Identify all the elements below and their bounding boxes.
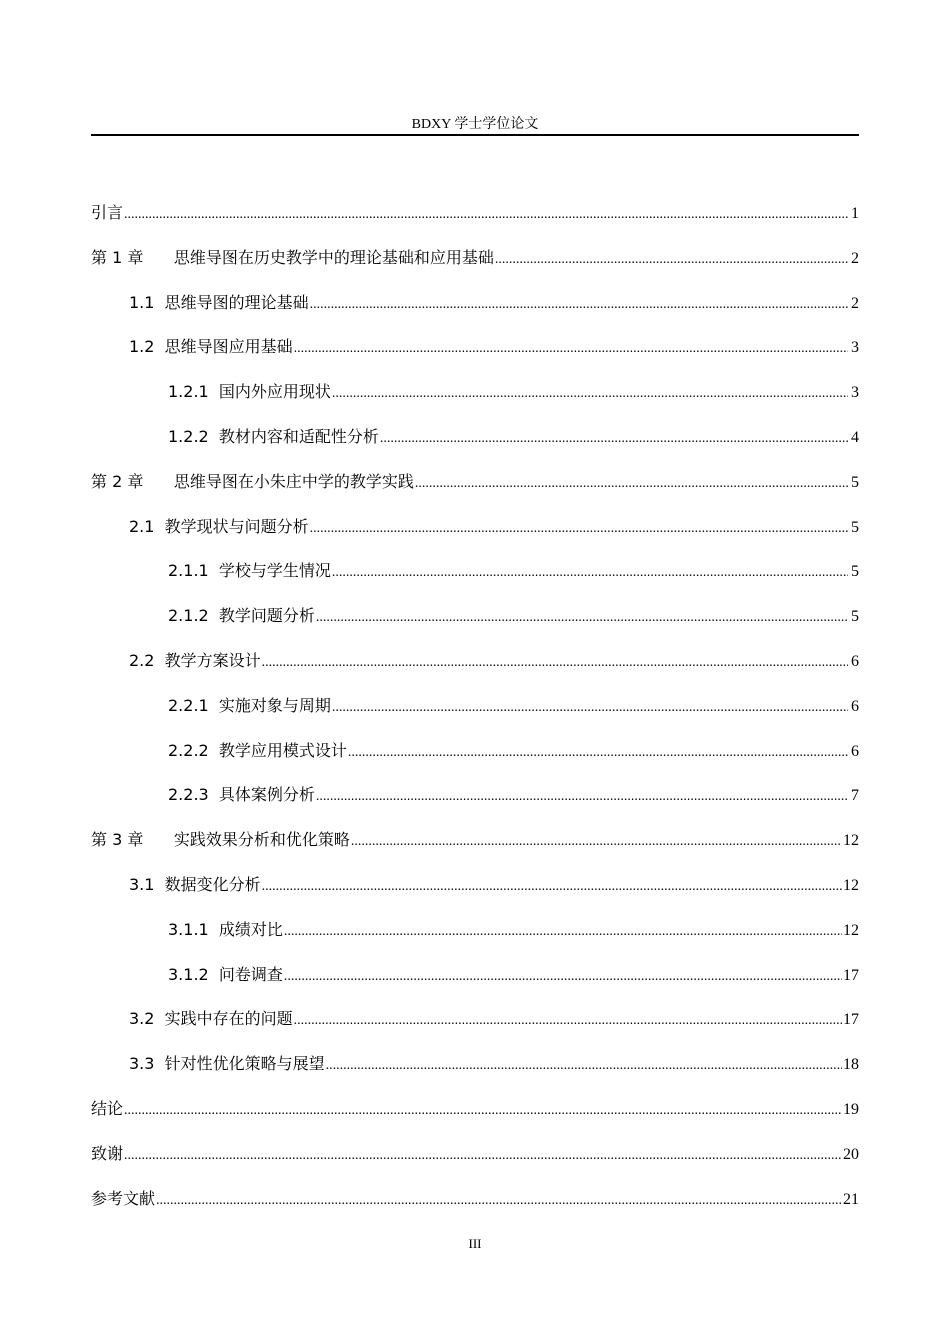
toc-entry[interactable] [91, 333, 859, 378]
toc-entry[interactable] [91, 289, 859, 334]
toc-entry-number: 1.2.2 [168, 426, 219, 446]
toc-entry[interactable] [91, 781, 859, 826]
toc-entry[interactable] [91, 1005, 859, 1050]
toc-dot-leader [495, 246, 848, 274]
toc-dot-leader [294, 1007, 842, 1035]
toc-dot-leader [348, 739, 848, 767]
toc-entry-number: 2.1.2 [168, 606, 219, 626]
toc-entry[interactable] [91, 423, 859, 468]
toc-entry-title: 思维导图的理论基础 [164, 292, 309, 312]
toc-dot-leader [294, 335, 848, 363]
toc-entry-page: 6 [851, 742, 859, 760]
toc-entry-title: 针对性优化策略与展望 [164, 1054, 325, 1074]
toc-entry[interactable] [91, 826, 859, 871]
page-number-footer: III [468, 1236, 482, 1251]
toc-entry-title: 教学方案设计 [164, 650, 261, 670]
toc-dot-leader [124, 1142, 842, 1170]
toc-entry-number: 2.2.2 [168, 740, 219, 760]
toc-entry-page: 12 [843, 921, 859, 939]
toc-entry-page: 5 [851, 608, 859, 626]
toc-entry-title: 思维导图应用基础 [164, 337, 293, 357]
toc-dot-leader [332, 559, 848, 587]
header-rule [91, 134, 859, 136]
toc-entry-number: 3.3 [129, 1054, 165, 1074]
toc-entry[interactable] [91, 916, 859, 961]
toc-entry-number: 2.2 [129, 650, 165, 670]
toc-entry[interactable] [91, 199, 859, 244]
toc-entry-page: 20 [843, 1145, 859, 1163]
toc-entry-title: 思维导图在小朱庄中学的教学实践 [173, 471, 414, 491]
toc-entry-title: 致谢 [91, 1143, 124, 1163]
toc-entry-number: 1.1 [129, 292, 165, 312]
toc-entry[interactable] [91, 468, 859, 513]
toc-dot-leader [284, 918, 842, 946]
toc-entry-page: 6 [851, 697, 859, 715]
toc-entry-page: 7 [851, 787, 859, 805]
toc-dot-leader [262, 873, 842, 901]
toc-entry-number: 2.2.1 [168, 695, 219, 715]
toc-entry-number: 3.1.2 [168, 964, 219, 984]
toc-entry-number: 2.1 [129, 516, 165, 536]
toc-entry-page: 12 [843, 876, 859, 894]
toc-entry-page: 4 [851, 428, 859, 446]
toc-entry[interactable] [91, 557, 859, 602]
toc-dot-leader [415, 470, 848, 498]
table-of-contents [91, 199, 859, 1229]
toc-entry-number: 2.1.1 [168, 561, 219, 581]
toc-entry-page: 2 [851, 294, 859, 312]
toc-entry[interactable] [91, 692, 859, 737]
toc-dot-leader [124, 1097, 842, 1125]
toc-entry-number: 2.2.3 [168, 785, 219, 805]
toc-entry-title: 成绩对比 [218, 919, 283, 939]
toc-dot-leader [310, 515, 848, 543]
toc-entry-title: 教学问题分析 [218, 606, 315, 626]
toc-dot-leader [316, 604, 848, 632]
toc-entry-title: 引言 [91, 203, 124, 222]
toc-entry-page: 17 [843, 966, 859, 984]
toc-entry-page: 5 [851, 563, 859, 581]
toc-entry-title: 实施对象与周期 [218, 695, 331, 715]
toc-dot-leader [351, 828, 842, 856]
toc-entry[interactable] [91, 647, 859, 692]
toc-entry-title: 学校与学生情况 [218, 561, 331, 581]
toc-entry-number: 3.2 [129, 1009, 165, 1029]
toc-entry[interactable] [91, 1095, 859, 1140]
toc-entry[interactable] [91, 1050, 859, 1095]
toc-dot-leader [326, 1052, 842, 1080]
toc-entry-page: 5 [851, 518, 859, 536]
toc-entry-page: 21 [843, 1190, 859, 1208]
toc-entry[interactable] [91, 871, 859, 916]
toc-entry-page: 19 [843, 1100, 859, 1118]
toc-entry-title: 国内外应用现状 [218, 382, 331, 402]
toc-dot-leader [332, 694, 848, 722]
toc-dot-leader [262, 649, 848, 677]
toc-entry-title: 教材内容和适配性分析 [218, 426, 379, 446]
running-header: BDXY 学士学位论文 [411, 117, 539, 132]
toc-entry-title: 结论 [91, 1098, 124, 1118]
toc-entry-number: 第 2 章 [91, 471, 174, 491]
toc-entry-number: 1.2 [129, 337, 165, 357]
toc-entry-title: 教学应用模式设计 [218, 740, 347, 760]
toc-entry-page: 3 [851, 339, 859, 357]
toc-entry[interactable] [91, 961, 859, 1006]
toc-entry-title: 数据变化分析 [164, 874, 261, 894]
toc-entry[interactable] [91, 602, 859, 647]
toc-entry-page: 17 [843, 1011, 859, 1029]
toc-dot-leader [316, 783, 848, 811]
toc-entry[interactable] [91, 378, 859, 423]
toc-dot-leader [284, 963, 842, 991]
toc-entry-title: 实践中存在的问题 [164, 1009, 293, 1029]
toc-entry-page: 3 [851, 384, 859, 402]
toc-entry-page: 1 [851, 205, 859, 222]
toc-dot-leader [310, 291, 848, 319]
toc-entry-page: 2 [851, 249, 859, 267]
toc-entry-title: 实践效果分析和优化策略 [173, 830, 350, 850]
toc-entry[interactable] [91, 513, 859, 558]
toc-entry-title: 教学现状与问题分析 [164, 516, 309, 536]
toc-entry[interactable] [91, 737, 859, 782]
toc-entry-number: 3.1.1 [168, 919, 219, 939]
toc-entry-page: 12 [843, 832, 859, 850]
toc-entry-title: 问卷调查 [218, 964, 283, 984]
toc-entry-number: 第 1 章 [91, 247, 174, 267]
toc-entry-page: 18 [843, 1056, 859, 1074]
toc-entry-page: 5 [851, 473, 859, 491]
toc-dot-leader [156, 1187, 842, 1215]
toc-entry[interactable] [91, 1185, 859, 1230]
toc-entry-page: 6 [851, 652, 859, 670]
toc-entry[interactable] [91, 1140, 859, 1185]
toc-entry[interactable] [91, 244, 859, 289]
toc-entry-number: 1.2.1 [168, 382, 219, 402]
toc-dot-leader [124, 201, 848, 229]
toc-entry-title: 参考文献 [91, 1188, 156, 1208]
toc-entry-title: 思维导图在历史教学中的理论基础和应用基础 [173, 247, 494, 267]
toc-dot-leader [380, 425, 848, 453]
toc-entry-title: 具体案例分析 [218, 785, 315, 805]
toc-entry-number: 3.1 [129, 874, 165, 894]
toc-entry-number: 第 3 章 [91, 830, 174, 850]
toc-dot-leader [332, 380, 848, 408]
